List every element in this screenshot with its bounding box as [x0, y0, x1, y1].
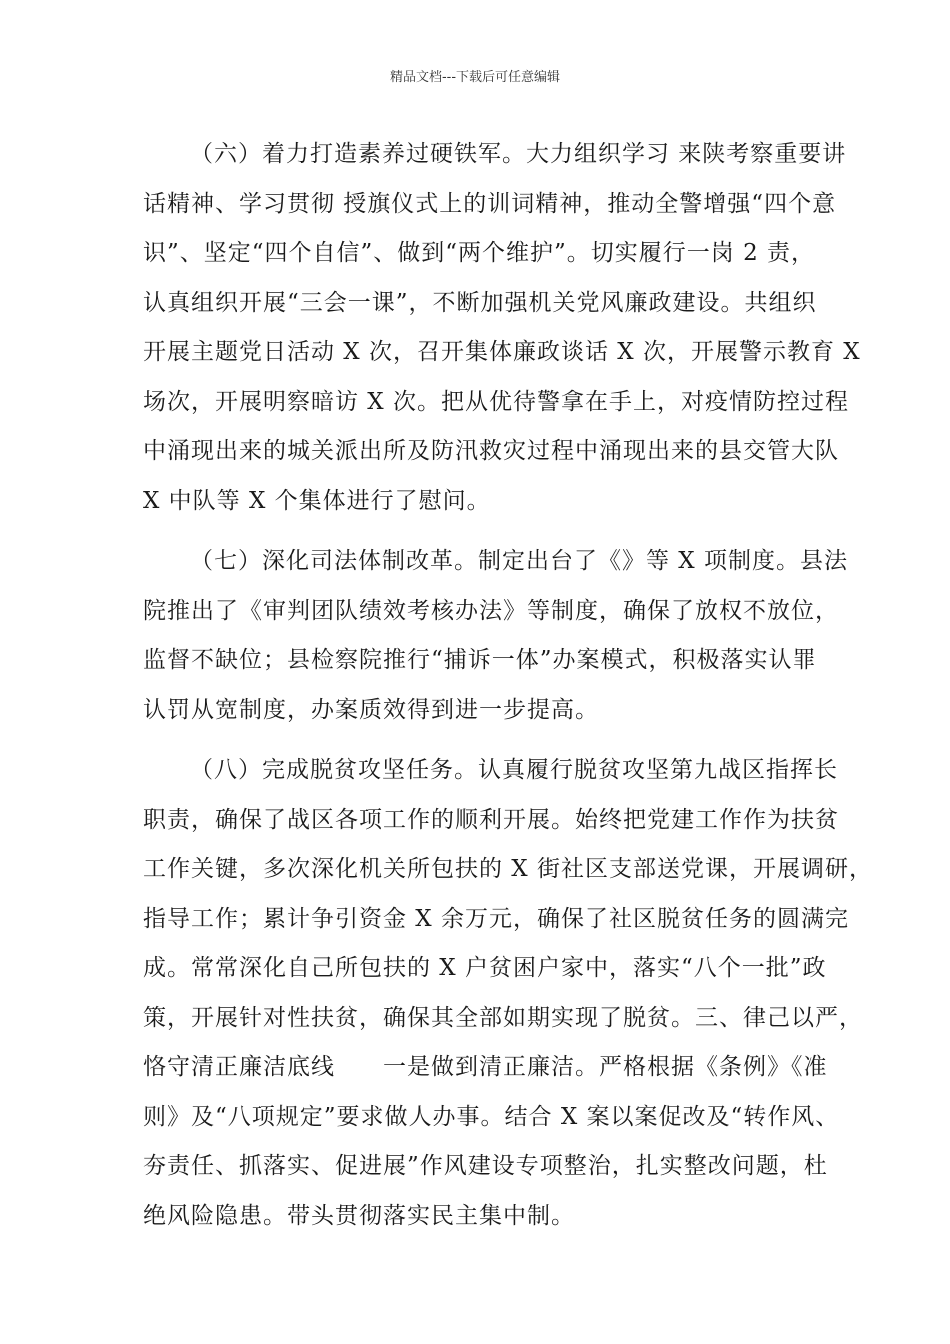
paragraph-spacer: [143, 735, 823, 746]
text-line: X 中队等 X 个集体进行了慰问。: [143, 487, 491, 514]
text-line: 工作关键，多次深化机关所包扶的 X 街社区支部送党课，开展调研，: [143, 856, 873, 882]
text-line: （八）完成脱贫攻坚任务。认真履行脱贫攻坚第九战区指挥长: [190, 757, 838, 783]
paragraph-8: [143, 746, 873, 1241]
text-line: 认真组织开展“三会一课”，不断加强机关党风廉政建设。共组织: [143, 289, 817, 316]
text-line: 夯责任、抓落实、促进展”作风建设专项整治，扎实整改问题，杜: [143, 1153, 828, 1179]
paragraph-6: [143, 130, 861, 526]
document-body: [143, 130, 873, 1241]
text-line: （七）深化司法体制改革。制定出台了《》等 X 项制度。县法: [190, 548, 848, 574]
text-line: 则》及“八项规定”要求做人办事。结合 X 案以案促改及“转作风、: [143, 1103, 840, 1130]
text-line: 开展主题党日活动 X 次，召开集体廉政谈话 X 次，开展警示教育 X: [143, 339, 861, 365]
paragraph-7: [143, 537, 848, 735]
text-line: 场次，开展明察暗访 X 次。把从优待警拿在手上，对疫情防控过程: [143, 388, 849, 415]
text-line: 识”、坚定“四个自信”、做到“两个维护”。切实履行一岗 2 责，: [143, 240, 816, 266]
text-line: 职责，确保了战区各项工作的顺利开展。始终把党建工作作为扶贫: [143, 806, 839, 833]
text-line: 监督不缺位；县检察院推行“捕诉一体”办案模式，积极落实认罪: [143, 647, 817, 673]
text-line: 绝风险隐患。带头贯彻落实民主集中制。: [143, 1202, 575, 1229]
text-line: 中涌现出来的城关派出所及防汛救灾过程中涌现出来的县交管大队: [143, 438, 839, 464]
text-line: 恪守清正廉洁底线 一是做到清正廉洁。严格根据《条例》《准: [143, 1054, 828, 1080]
page-header: 精品文档---下载后可任意编辑: [389, 70, 561, 85]
text-line: 认罚从宽制度，办案质效得到进一步提高。: [143, 696, 599, 723]
text-line: 话精神、学习贯彻 授旗仪式上的训词精神，推动全警增强“四个意: [143, 190, 837, 217]
text-line: （六）着力打造素养过硬铁军。大力组织学习 来陕考察重要讲: [190, 141, 847, 167]
text-line: 策，开展针对性扶贫，确保其全部如期实现了脱贫。三、律己以严，: [143, 1004, 863, 1031]
text-line: 指导工作；累计争引资金 X 余万元，确保了社区脱贫任务的圆满完: [143, 905, 849, 932]
text-line: 成。常常深化自己所包扶的 X 户贫困户家中，落实“八个一批”政: [143, 955, 827, 981]
paragraph-spacer: [143, 526, 823, 537]
text-line: 院推出了《审判团队绩效考核办法》等制度，确保了放权不放位，: [143, 597, 839, 624]
